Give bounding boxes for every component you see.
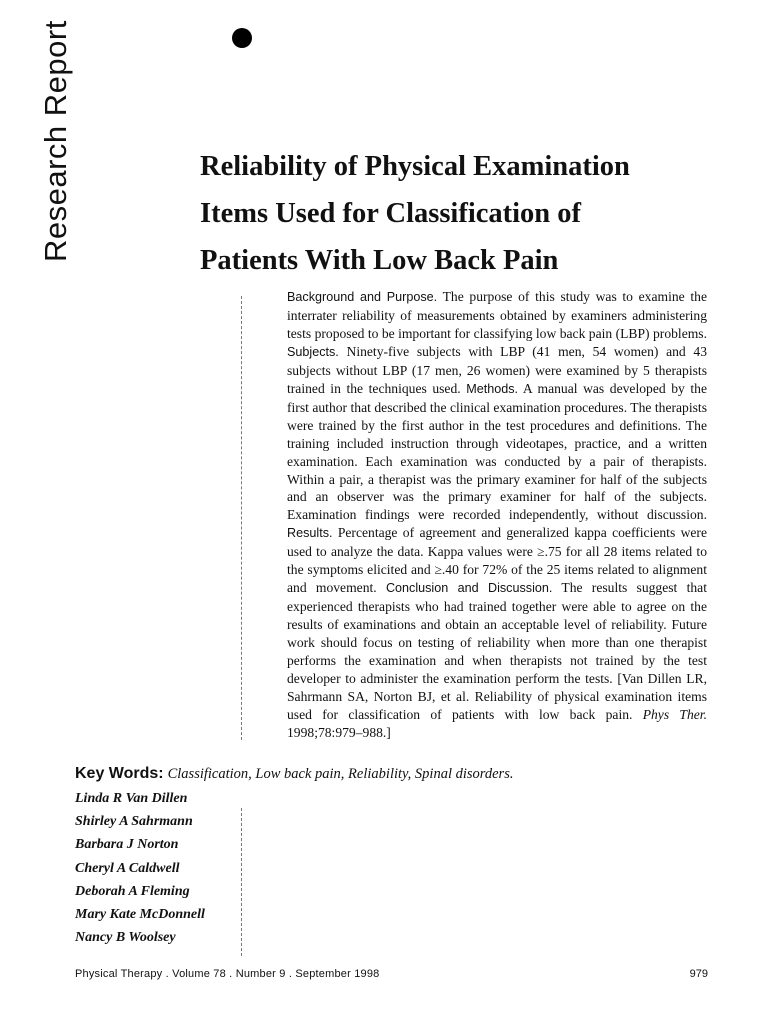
author-name: Mary Kate McDonnell (75, 907, 205, 923)
key-words (75, 765, 513, 783)
author-name: Deborah A Fleming (75, 883, 190, 899)
author-name: Nancy B Woolsey (75, 930, 176, 946)
author-list (75, 787, 205, 949)
author-name: Cheryl A Caldwell (75, 860, 180, 876)
abstract-heading-background: Background and Purpose. (287, 290, 438, 304)
abstract-text-methods: A manual was developed by the first author that described the clinical examination procedures. The therapists were trained by the first author in the test procedures and definitions. The training included instruction through videotapes, practice, and a written examination. Each examination was conducted by a pair of therapists. Within a pair, a therapist was the primary examiner for half of the subjects and an observer was the primary examiner for half of the subjects. Examination findings were recorded independently, without discussion. (287, 380, 707, 523)
abstract-divider-line (241, 296, 242, 740)
author-name: Barbara J Norton (75, 837, 179, 853)
bullet-dot-icon (232, 28, 252, 48)
section-label: Research Report (38, 20, 73, 262)
abstract (287, 288, 707, 742)
abstract-text-results: Percentage of agreement and generalized kappa coefficients were used to analyze the data. Kappa values were ≥.75 for all 28 items related to the symptoms elicited and ≥.40 for 72% of the 25 items related to alignment and movement. (287, 525, 707, 596)
author-name: Linda R Van Dillen (75, 791, 188, 806)
abstract-heading-methods: Methods. (466, 381, 519, 396)
citation-journal: Phys Ther. (642, 706, 707, 722)
abstract-heading-subjects: Subjects. (287, 344, 339, 359)
title-line: Items Used for Classification of (200, 198, 582, 229)
key-words-text: Classification, Low back pain, Reliability, Spinal disorders. (167, 766, 514, 782)
page-number: 979 (689, 968, 708, 980)
abstract-text-conclusion: The results suggest that experienced therapists who had trained together were able to agree on the results of examinations and obtain an acceptable level of reliability. Future work should focus on testing of reliability when more than one therapist performs the examination and when therapists not trained by the test developer to administer the examination perform the tests. [Van Dillen LR, Sahrmann SA, Norton BJ, et al. Reliability of physical examination items used for classification of patients with low back pain. (287, 580, 707, 722)
title-line: Patients With Low Back Pain (200, 245, 559, 276)
abstract-text-subjects: Ninety-five subjects with LBP (41 men, 54 women) and 43 subjects without LBP (17 men, 26 women) were examined by 5 therapists trained in the techniques used. (287, 343, 707, 396)
author-name: Shirley A Sahrmann (75, 814, 193, 830)
footer-journal-info: Physical Therapy . Volume 78 . Number 9 . September 1998 (75, 968, 380, 980)
author-divider-line (241, 808, 242, 956)
key-words-label: Key Words: (75, 765, 164, 782)
title-line: Reliability of Physical Examination (200, 151, 630, 182)
article-title (200, 143, 720, 284)
abstract-heading-results: Results. (287, 526, 333, 541)
citation-tail: 1998;78:979–988.] (287, 724, 391, 740)
abstract-heading-conclusion: Conclusion and Discussion. (385, 581, 553, 596)
abstract-text-background: The purpose of this study was to examine the interrater reliability of measurements obtained by examiners administering tests proposed to be important for classifying low back pain (LBP) problems. (287, 289, 707, 341)
